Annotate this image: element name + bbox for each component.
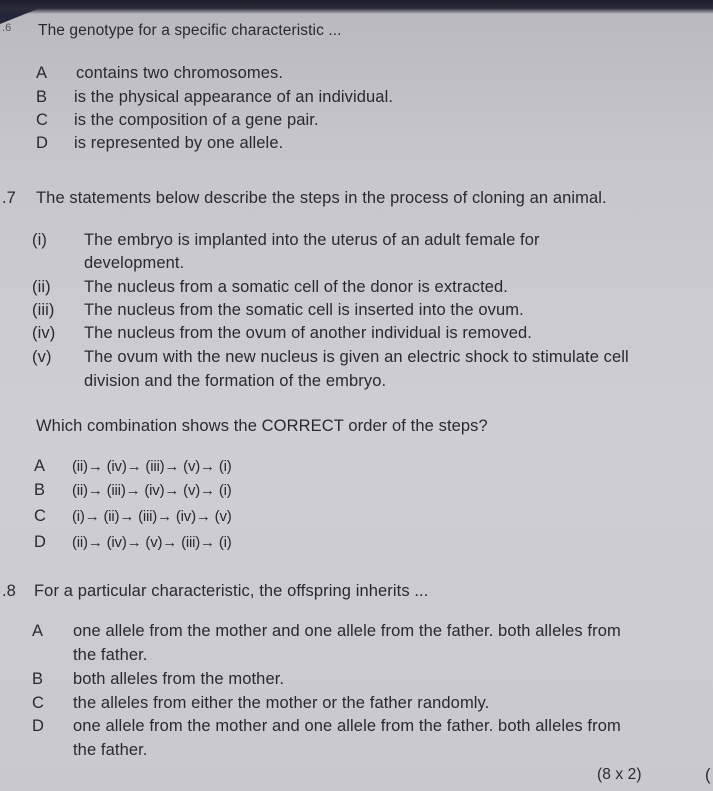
- option-text: (i)→ (ii)→ (iii)→ (iv)→ (v): [72, 508, 232, 525]
- option-text: the father.: [73, 741, 148, 759]
- option-text: is represented by one allele.: [74, 134, 284, 152]
- option-letter[interactable]: C: [32, 694, 44, 712]
- statement-text: The embryo is implanted into the uterus of an adult female for: [84, 231, 540, 249]
- statement-label: (v): [32, 348, 52, 366]
- statement-label: (iv): [32, 324, 56, 342]
- statement-text: division and the formation of the embryo.: [84, 372, 387, 390]
- option-text: the alleles from either the mother or the father randomly.: [73, 694, 490, 712]
- question-stem: For a particular characteristic, the offspring inherits ...: [34, 582, 429, 600]
- question-stem: The statements below describe the steps in the process of cloning an animal.: [36, 189, 607, 207]
- question-number: .7: [2, 189, 16, 207]
- option-text: is the physical appearance of an individual.: [74, 88, 394, 106]
- statement-label: (ii): [32, 278, 51, 296]
- option-letter[interactable]: A: [36, 64, 48, 82]
- statement-text: The nucleus from a somatic cell of the donor is extracted.: [84, 278, 508, 296]
- trailing-bracket: (: [705, 766, 711, 784]
- option-text: (ii)→ (iii)→ (iv)→ (v)→ (i): [72, 482, 232, 499]
- statement-text: development.: [84, 254, 185, 272]
- option-letter[interactable]: C: [36, 111, 48, 129]
- option-text: one allele from the mother and one allele from the father. both alleles from: [73, 622, 621, 640]
- question-number: .8: [2, 582, 16, 600]
- marks-allocation: (8 x 2): [597, 766, 642, 783]
- option-letter[interactable]: B: [36, 88, 48, 106]
- option-letter[interactable]: D: [32, 717, 44, 735]
- option-letter[interactable]: D: [36, 134, 48, 152]
- option-letter[interactable]: B: [34, 481, 46, 499]
- statement-text: The nucleus from the somatic cell is inserted into the ovum.: [84, 301, 524, 319]
- option-letter[interactable]: C: [34, 507, 46, 525]
- statement-label: (i): [32, 231, 47, 249]
- option-letter[interactable]: A: [34, 457, 46, 475]
- option-text: one allele from the mother and one allele from the father. both alleles from: [73, 717, 621, 735]
- question-prompt: Which combination shows the CORRECT order of the steps?: [36, 417, 488, 435]
- option-text: (ii)→ (iv)→ (v)→ (iii)→ (i): [72, 534, 232, 551]
- option-text: the father.: [73, 646, 148, 664]
- statement-label: (iii): [32, 301, 55, 319]
- statement-text: The nucleus from the ovum of another individual is removed.: [84, 324, 532, 342]
- option-text: is the composition of a gene pair.: [74, 111, 319, 129]
- option-text: (ii)→ (iv)→ (iii)→ (v)→ (i): [72, 458, 232, 475]
- question-number: .6: [2, 22, 12, 34]
- option-text: both alleles from the mother.: [73, 670, 285, 688]
- option-letter[interactable]: D: [34, 533, 46, 551]
- option-letter[interactable]: B: [32, 670, 44, 688]
- option-text: contains two chromosomes.: [76, 64, 284, 82]
- question-stem: The genotype for a specific characteristic ...: [38, 22, 342, 39]
- option-letter[interactable]: A: [32, 622, 44, 640]
- statement-text: The ovum with the new nucleus is given an electric shock to stimulate cell: [84, 348, 629, 366]
